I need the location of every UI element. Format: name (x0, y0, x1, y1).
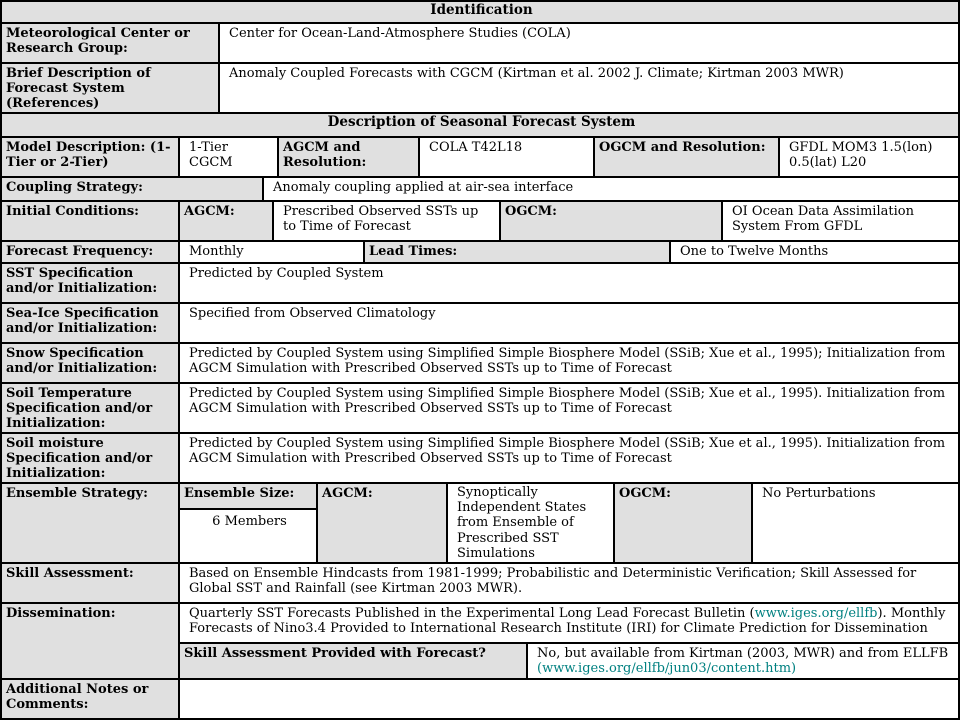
brief-description-row (2, 64, 958, 112)
met-center-label: Meteorological Center or Research Group: (2, 24, 218, 62)
sea-ice-specification-label: Sea-Ice Specification and/or Initialization: (2, 304, 178, 342)
snow-specification-label: Snow Specification and/or Initialization: (2, 344, 178, 382)
met-center-row (2, 24, 958, 62)
brief-description-value: Anomaly Coupled Forecasts with CGCM (Kirtman et al. 2002 J. Climate; Kirtman 2003 MWR) (220, 64, 958, 112)
met-center-value: Center for Ocean-Land-Atmosphere Studies (COLA) (220, 24, 958, 62)
sea-ice-specification-value: Specified from Observed Climatology (180, 304, 958, 342)
model-ogcm-value: GFDL MOM3 1.5(lon) 0.5(lat) L20 (780, 138, 958, 176)
brief-description-label: Brief Description of Forecast System (References) (2, 64, 218, 112)
skill-assessment-value: Based on Ensemble Hindcasts from 1981-1999; Probabilistic and Deterministic Verification; Skill Assessed for Global SST and Rainfall (see Kirtman 2003 MWR). (180, 564, 958, 602)
additional-notes-label: Additional Notes or Comments: (2, 680, 178, 718)
sea-ice-specification-row (2, 304, 958, 342)
skill-assessment-row (2, 564, 958, 602)
snow-specification-value: Predicted by Coupled System using Simplified Simple Biosphere Model (SSiB; Xue et al., 1995); Initialization from AGCM Simulation with Prescribed Observed SSTs up to Time of Forecast (180, 344, 958, 382)
forecast-frequency-label: Forecast Frequency: (2, 242, 178, 262)
ensemble-strategy-label: Ensemble Strategy: (2, 484, 178, 562)
sst-specification-value: Predicted by Coupled System (180, 264, 958, 302)
coupling-strategy-label: Coupling Strategy: (2, 178, 262, 200)
skill-provided-question-label: Skill Assessment Provided with Forecast? (180, 644, 526, 678)
initial-ogcm-label: OGCM: (501, 202, 721, 240)
model-agcm-label: AGCM and Resolution: (279, 138, 418, 176)
ensemble-size-label: Ensemble Size: (180, 484, 316, 508)
dissemination-row (2, 604, 958, 678)
ensemble-size-column (180, 484, 316, 562)
dissemination-label: Dissemination: (2, 604, 178, 678)
ensemble-ogcm-value: No Perturbations (753, 484, 958, 562)
soil-temperature-label: Soil Temperature Specification and/or Initialization: (2, 384, 178, 432)
snow-specification-row (2, 344, 958, 382)
dissemination-detail-column (180, 604, 958, 678)
model-description-row (2, 138, 958, 176)
initial-agcm-value: Prescribed Observed SSTs up to Time of Forecast (274, 202, 499, 240)
seasonal-header-row (2, 114, 958, 136)
dissemination-text-post: ). Monthly Forecasts of Nino3.4 Provided to International Research Institute (IRI) for Climate Prediction for Dissemination (189, 606, 946, 637)
ellfb-content-link[interactable]: (www.iges.org/ellfb/jun03/content.htm) (537, 660, 797, 676)
initial-conditions-row (2, 202, 958, 240)
additional-notes-row (2, 680, 958, 718)
lead-times-value: One to Twelve Months (671, 242, 958, 262)
soil-moisture-label: Soil moisture Specification and/or Initialization: (2, 434, 178, 482)
model-agcm-value: COLA T42L18 (420, 138, 593, 176)
model-tier-value: 1-Tier CGCM (180, 138, 277, 176)
coupling-strategy-value: Anomaly coupling applied at air-sea interface (264, 178, 958, 200)
seasonal-section-header: Description of Seasonal Forecast System (2, 114, 958, 136)
forecast-frequency-value: Monthly (180, 242, 363, 262)
skill-provided-answer (528, 644, 958, 678)
soil-moisture-row (2, 434, 958, 482)
soil-temperature-value: Predicted by Coupled System using Simplified Simple Biosphere Model (SSiB; Xue et al., 1995). Initialization from AGCM Simulation with Prescribed Observed SSTs up to Time of Forecast (180, 384, 958, 432)
model-description-label: Model Description: (1-Tier or 2-Tier) (2, 138, 178, 176)
forecast-frequency-row (2, 242, 958, 262)
ensemble-agcm-label: AGCM: (318, 484, 446, 562)
lead-times-label: Lead Times: (365, 242, 669, 262)
skill-provided-answer-text: No, but available from Kirtman (2003, MWR) and from ELLFB (537, 645, 949, 661)
model-ogcm-label: OGCM and Resolution: (595, 138, 778, 176)
initial-agcm-label: AGCM: (180, 202, 272, 240)
identification-section-header: Identification (2, 2, 958, 22)
ensemble-agcm-value: Synoptically Independent States from Ensemble of Prescribed SST Simulations (448, 484, 613, 562)
soil-temperature-row (2, 384, 958, 432)
skill-assessment-label: Skill Assessment: (2, 564, 178, 602)
ensemble-ogcm-label: OGCM: (615, 484, 751, 562)
sst-specification-row (2, 264, 958, 302)
soil-moisture-value: Predicted by Coupled System using Simplified Simple Biosphere Model (SSiB; Xue et al., 1995). Initialization from AGCM Simulation with Prescribed Observed SSTs up to Time of Forecast (180, 434, 958, 482)
dissemination-value (180, 604, 958, 642)
initial-conditions-label: Initial Conditions: (2, 202, 178, 240)
identification-header-row (2, 2, 958, 22)
ellfb-link[interactable]: www.iges.org/ellfb (754, 606, 878, 621)
coupling-strategy-row (2, 178, 958, 200)
initial-ogcm-value: OI Ocean Data Assimilation System From GFDL (723, 202, 958, 240)
ensemble-size-value: 6 Members (180, 510, 316, 562)
additional-notes-value (180, 680, 958, 718)
ensemble-strategy-row (2, 484, 958, 562)
dissemination-text-pre: Quarterly SST Forecasts Published in the Experimental Long Lead Forecast Bulletin ( (189, 606, 755, 621)
sst-specification-label: SST Specification and/or Initialization: (2, 264, 178, 302)
skill-provided-subrow (180, 644, 958, 678)
